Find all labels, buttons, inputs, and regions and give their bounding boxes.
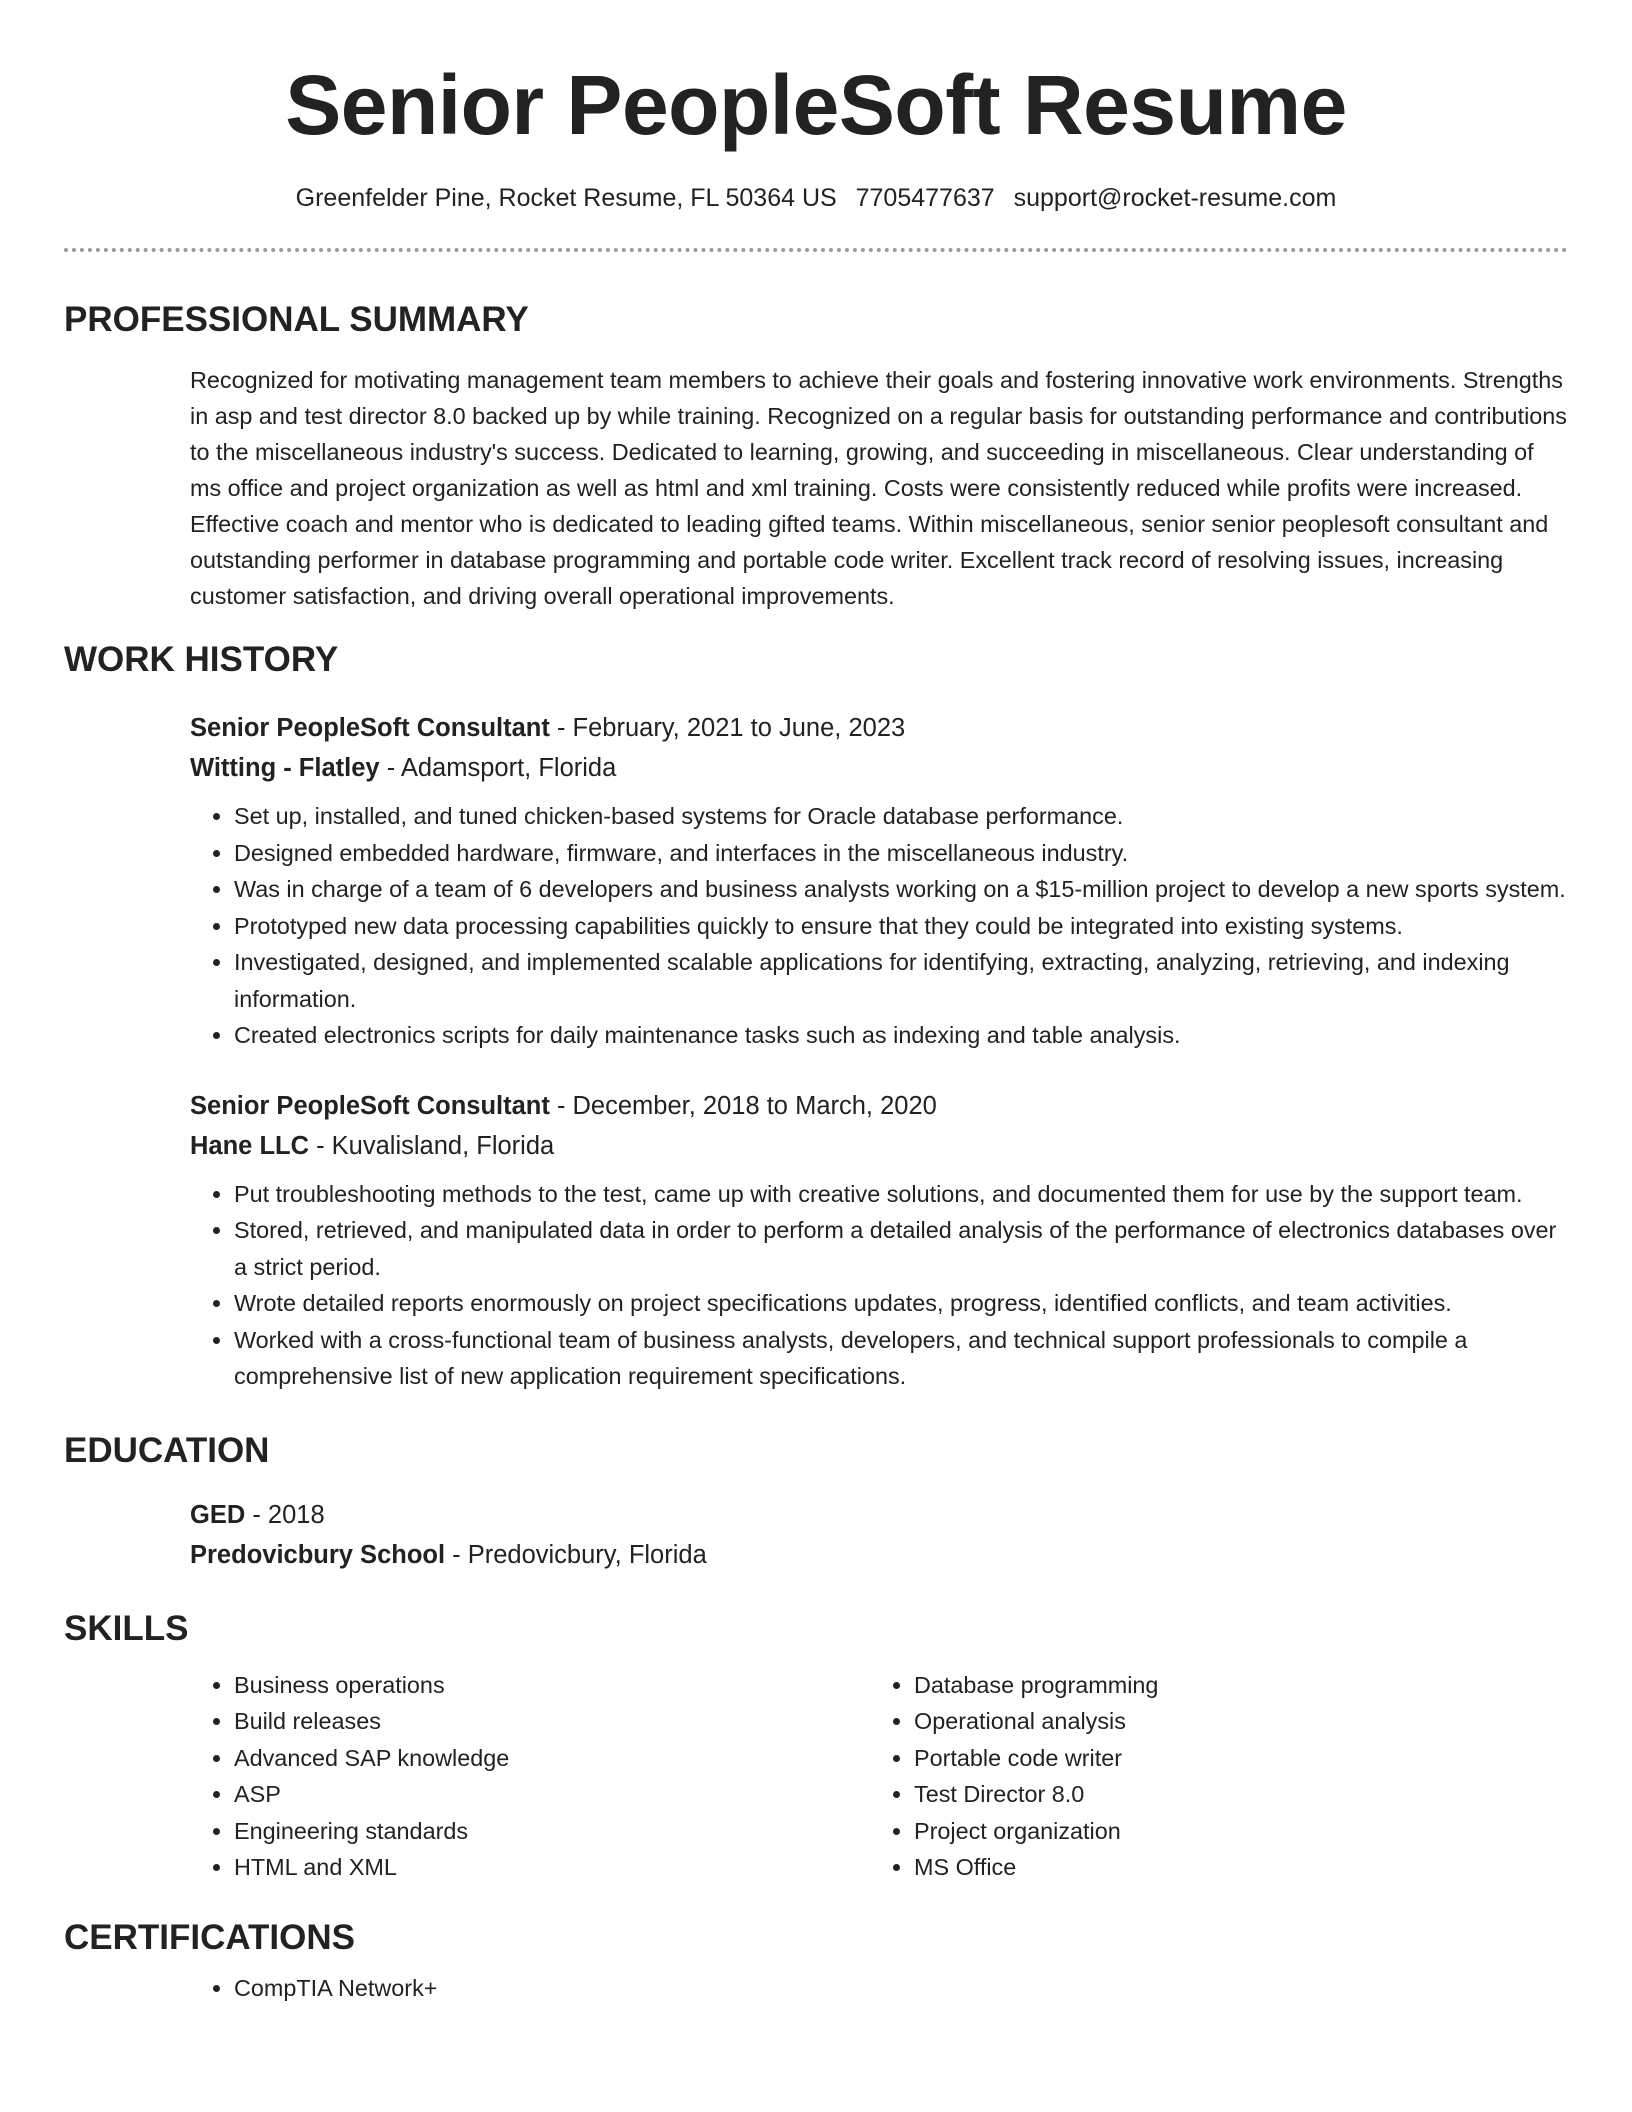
skill-item: • Build releases — [234, 1703, 870, 1740]
job-bullet: • Was in charge of a team of 6 developers and business analysts working on a $15-million project to develop a new sports system. — [234, 871, 1568, 908]
job-bullet: • Set up, installed, and tuned chicken-based systems for Oracle database performance. — [234, 798, 1568, 835]
job-company-line — [190, 1126, 1568, 1166]
job-bullet: • Wrote detailed reports enormously on project specifications updates, progress, identified conflicts, and team activities. — [234, 1285, 1568, 1322]
job-location: - Kuvalisland, Florida — [309, 1131, 555, 1160]
education-degree-line — [190, 1495, 1568, 1535]
job-bullets — [190, 1176, 1568, 1395]
skill-item: • MS Office — [914, 1849, 1550, 1886]
skill-item: • Business operations — [234, 1667, 870, 1704]
education-school: Predovicbury School — [190, 1540, 446, 1569]
skills-column-left — [190, 1667, 870, 1886]
section-title-certifications: CERTIFICATIONS — [64, 1917, 356, 1957]
skill-item: • HTML and XML — [234, 1849, 870, 1886]
job-bullet: • Designed embedded hardware, firmware, and interfaces in the miscellaneous industry. — [234, 835, 1568, 872]
skills-list — [190, 1667, 870, 1886]
job-role: Senior PeopleSoft Consultant — [190, 714, 550, 742]
job-dates: - December, 2018 to March, 2020 — [549, 1091, 937, 1120]
section-title-education: EDUCATION — [64, 1430, 270, 1470]
section-title-work-history: WORK HISTORY — [64, 640, 339, 679]
skill-item: • Engineering standards — [234, 1813, 870, 1850]
certifications-list — [190, 1970, 1568, 2007]
job-entry — [190, 1086, 1568, 1395]
contact-address: Greenfelder Pine, Rocket Resume, FL 50364 US — [295, 184, 837, 212]
job-company-line — [190, 748, 1568, 788]
contact-phone: 7705477637 — [855, 184, 995, 212]
skill-item: • Portable code writer — [914, 1740, 1550, 1777]
job-location: - Adamsport, Florida — [379, 754, 617, 782]
skill-item: • Advanced SAP knowledge — [234, 1740, 870, 1777]
skill-item: • ASP — [234, 1776, 870, 1813]
skills-column-right — [870, 1667, 1550, 1886]
job-bullet: • Worked with a cross-functional team of business analysts, developers, and technical support professionals to compile a comprehensive list of new application requirement specifications. — [234, 1322, 1568, 1395]
education-degree: GED — [190, 1500, 246, 1529]
job-role: Senior PeopleSoft Consultant — [190, 1091, 550, 1120]
job-dates: - February, 2021 to June, 2023 — [549, 714, 906, 742]
education-year: - 2018 — [245, 1500, 325, 1529]
job-role-line — [190, 1086, 1568, 1126]
contact-line — [64, 182, 1568, 214]
education-entry — [64, 1495, 1568, 1575]
job-bullet: • Investigated, designed, and implemented scalable applications for identifying, extracting, analyzing, retrieving, and indexing information. — [234, 944, 1568, 1017]
job-bullet: • Created electronics scripts for daily maintenance tasks such as indexing and table analysis. — [234, 1017, 1568, 1054]
job-role-line — [190, 708, 1568, 748]
skill-item: • Test Director 8.0 — [914, 1776, 1550, 1813]
section-title-skills: SKILLS — [64, 1608, 189, 1648]
job-company: Hane LLC — [190, 1131, 310, 1160]
section-title-summary: PROFESSIONAL SUMMARY — [64, 300, 529, 339]
skill-item: • Operational analysis — [914, 1703, 1550, 1740]
job-bullet: • Prototyped new data processing capabilities quickly to ensure that they could be integrated into existing systems. — [234, 908, 1568, 945]
job-company: Witting - Flatley — [190, 754, 380, 782]
education-school-line — [190, 1535, 1568, 1575]
summary-text: Recognized for motivating management team members to achieve their goals and fostering innovative work environments. Strengths in asp and test director 8.0 backed up by while training. Recognized on a regular basis for outstanding performance and contributions to the miscellaneous industry's success. Dedicated to learning, growing, and succeeding in miscellaneous. Clear understanding of ms office and project organization as well as html and xml training. Costs were consistently reduced while profits were increased. Effective coach and mentor who is dedicated to leading gifted teams. Within miscellaneous, senior senior peoplesoft consultant and outstanding performer in database programming and portable code writer. Excellent track record of resolving issues, increasing customer satisfaction, and driving overall operational improvements. — [190, 367, 1567, 609]
skill-item: • Project organization — [914, 1813, 1550, 1850]
skills-list — [870, 1667, 1550, 1886]
job-bullet: • Stored, retrieved, and manipulated data in order to perform a detailed analysis of the performance of electronics databases over a strict period. — [234, 1212, 1568, 1285]
resume-title: Senior PeopleSoft Resume — [285, 58, 1347, 152]
contact-email: support@rocket-resume.com — [1013, 184, 1337, 212]
job-bullets — [190, 798, 1568, 1054]
certification-item: • CompTIA Network+ — [234, 1970, 1568, 2007]
education-location: - Predovicbury, Florida — [445, 1540, 707, 1569]
job-bullet: • Put troubleshooting methods to the test, came up with creative solutions, and documented them for use by the support team. — [234, 1176, 1568, 1213]
job-entry — [190, 708, 1568, 1054]
header-divider — [64, 248, 1568, 252]
skill-item: • Database programming — [914, 1667, 1550, 1704]
skills-grid — [190, 1667, 1568, 1886]
